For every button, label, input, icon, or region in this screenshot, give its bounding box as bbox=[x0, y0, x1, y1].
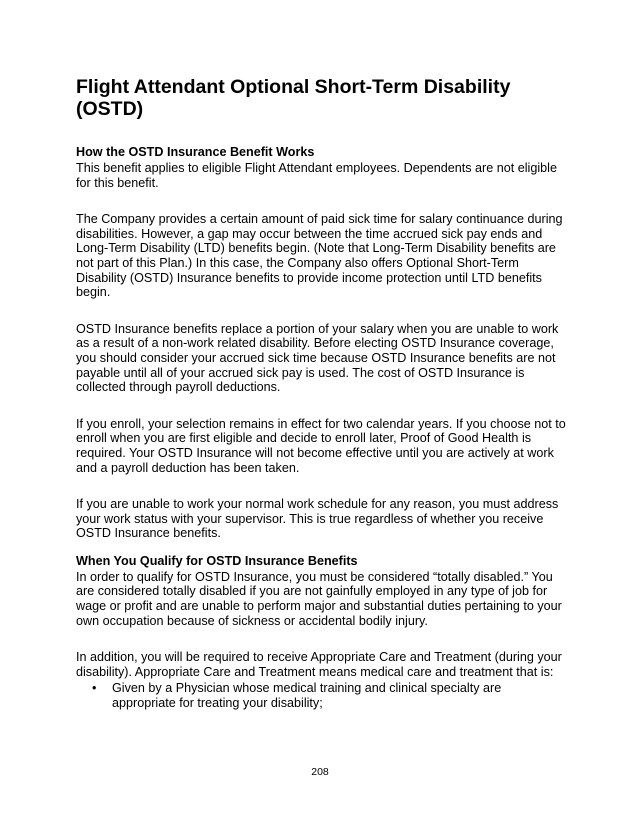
paragraph-company-provides: The Company provides a certain amount of paid sick time for salary continuance during disabilities. However, a gap may occur between the time accrued sick pay ends and Long-Term Disability (LTD) benefits begin. (Note that Long-Term Disability benefits are not part of this Plan.) In this case, the Company also offers Optional Short-Term Disability (OSTD) Insurance benefits to provide income protection until LTD benefits begin. bbox=[76, 212, 563, 300]
page-number: 208 bbox=[311, 766, 329, 778]
list-item bbox=[76, 681, 566, 710]
bullet-icon: • bbox=[92, 681, 97, 696]
section-when-you-qualify bbox=[76, 553, 566, 711]
section-how-benefit-works bbox=[76, 144, 566, 541]
page-title: Flight Attendant Optional Short-Term Disability (OSTD) bbox=[76, 76, 511, 120]
list-item-text: Given by a Physician whose medical training and clinical specialty are appropriate for treating your disability; bbox=[112, 681, 502, 711]
paragraph-appropriate-care: In addition, you will be required to receive Appropriate Care and Treatment (during your disability). Appropriate Care and Treatment means medical care and treatment that is: bbox=[76, 650, 562, 679]
paragraph-eligibility: This benefit applies to eligible Flight Attendant employees. Dependents are not eligible for this benefit. bbox=[76, 161, 557, 190]
bullet-list bbox=[76, 681, 566, 710]
paragraph-enrollment: If you enroll, your selection remains in effect for two calendar years. If you choose not to enroll when you are first eligible and decide to enroll later, Proof of Good Health is required. Your OSTD Insurance will not become effective until you are actively at work and a payroll deduction has been taken. bbox=[76, 416, 566, 475]
paragraph-work-status: If you are unable to work your normal work schedule for any reason, you must address your work status with your supervisor. This is true regardless of whether you receive OSTD Insurance benefits. bbox=[76, 497, 559, 541]
document-page bbox=[76, 76, 566, 711]
section-heading-when-you-qualify: When You Qualify for OSTD Insurance Benefits bbox=[76, 553, 358, 568]
paragraph-benefits-replace: OSTD Insurance benefits replace a portion of your salary when you are unable to work as a result of a non-work related disability. Before electing OSTD Insurance coverage, you should consider your accrued sick time because OSTD Insurance benefits are not payable until all of your accrued sick pay is used. The cost of OSTD Insurance is collected through payroll deductions. bbox=[76, 321, 559, 395]
paragraph-totally-disabled: In order to qualify for OSTD Insurance, you must be considered “totally disabled.” You are considered totally disabled if you are not gainfully employed in any type of job for wage or profit and are unable to perform major and substantial duties pertaining to your own occupation because of sickness or accidental bodily injury. bbox=[76, 569, 562, 628]
section-heading-how-benefit-works: How the OSTD Insurance Benefit Works bbox=[76, 145, 315, 159]
